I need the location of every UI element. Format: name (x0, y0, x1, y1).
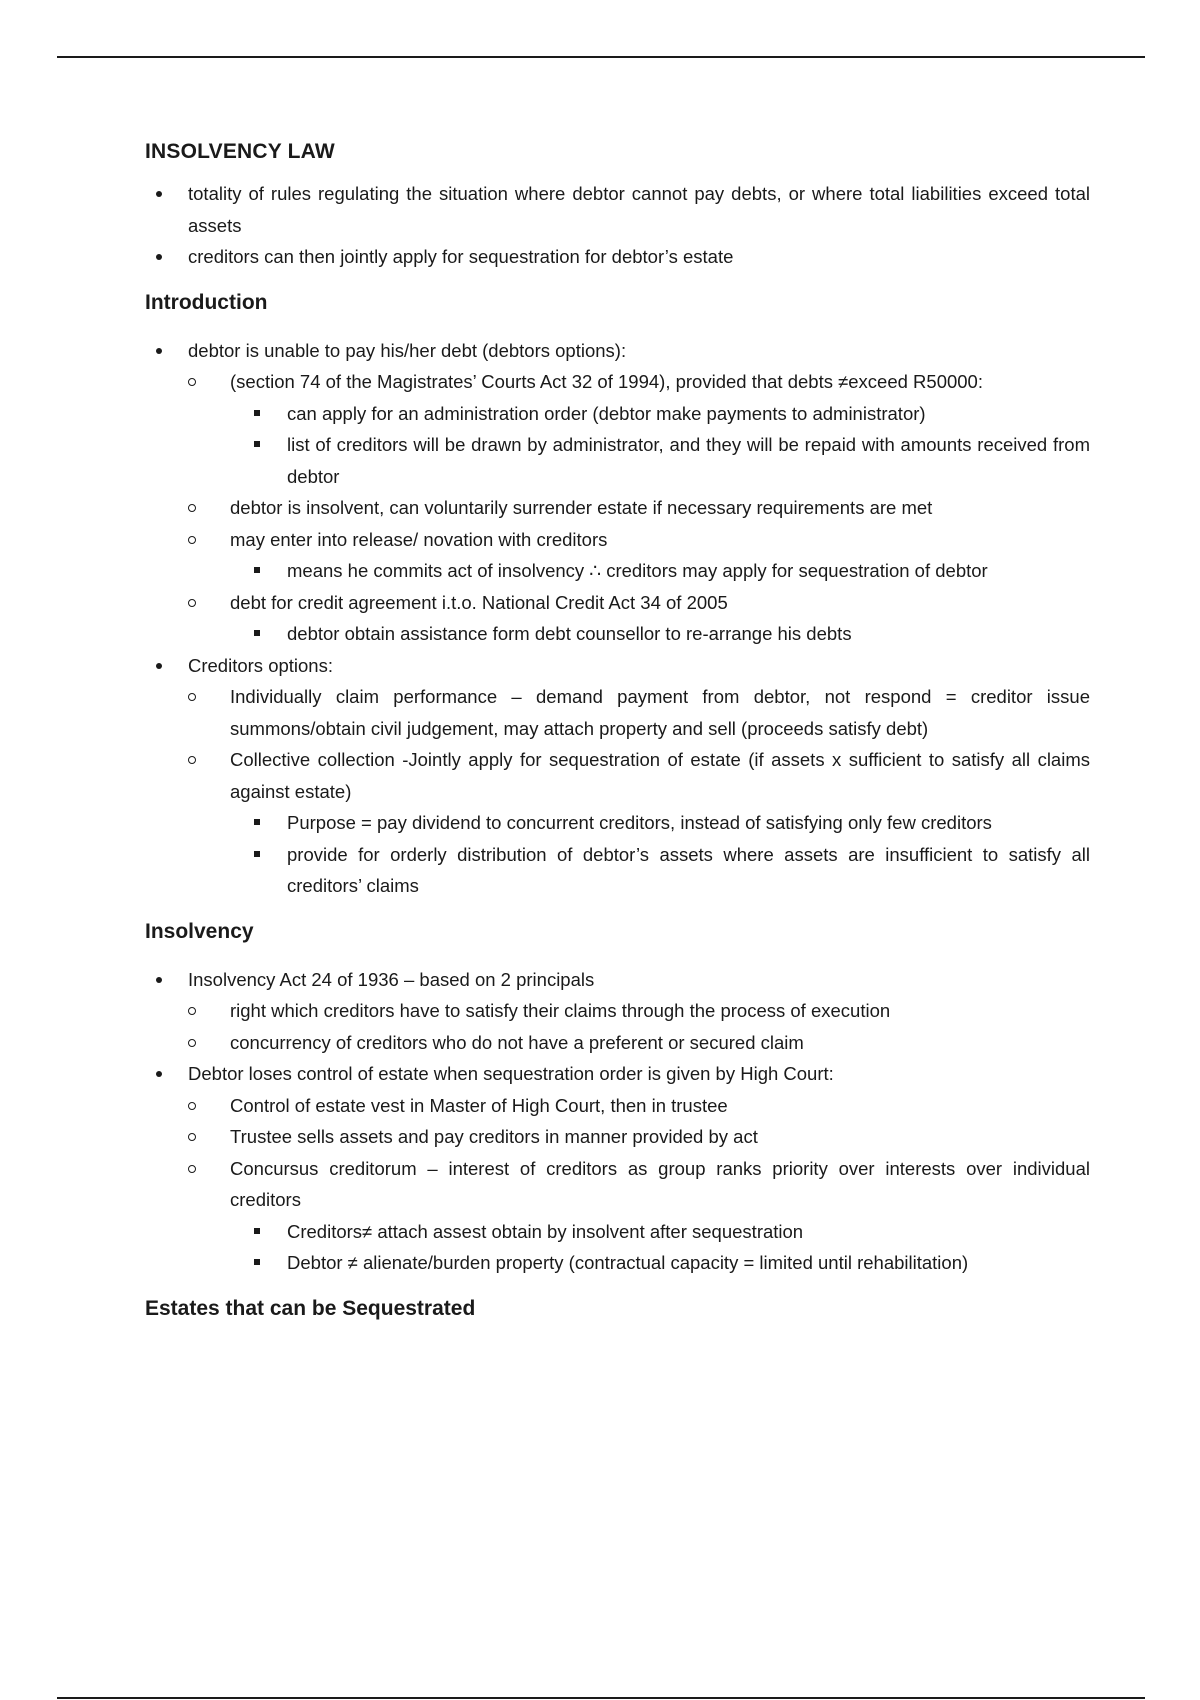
list-item-text: may enter into release/ novation with creditors (230, 528, 608, 550)
list-item-text: debtor is unable to pay his/her debt (debtors options): (188, 339, 627, 361)
creditors-options-list (188, 681, 1090, 902)
top-rule (57, 56, 1145, 58)
list-item (188, 744, 1090, 902)
insolvency-list (145, 964, 1090, 1279)
list-item-text: Debtor loses control of estate when sequestration order is given by High Court: (188, 1063, 834, 1084)
insolvency-heading: Insolvency (145, 919, 254, 943)
list-item: right which creditors have to satisfy their claims through the process of execution (188, 995, 1090, 1027)
sub-list (230, 1216, 1090, 1279)
list-item-text: (section 74 of the Magistrates’ Courts Act 32 of 1994), provided that debts ≠exceed R50000: (230, 371, 983, 392)
list-item: Control of estate vest in Master of High Court, then in trustee (188, 1090, 1090, 1122)
list-item: debtor obtain assistance form debt counsellor to re-arrange his debts (230, 618, 1090, 650)
bottom-rule (57, 1697, 1145, 1699)
sub-list (230, 807, 1090, 902)
list-item: Trustee sells assets and pay creditors in manner provided by act (188, 1121, 1090, 1153)
list-item (145, 964, 1090, 1059)
list-item: debtor is insolvent, can voluntarily surrender estate if necessary requirements are met (188, 492, 1090, 524)
list-item: creditors can then jointly apply for sequestration for debtor’s estate (145, 241, 1090, 273)
list-item-text: Concursus creditorum – interest of creditors as group ranks priority over interests over individual creditors (230, 1157, 1090, 1210)
list-item: concurrency of creditors who do not have a preferent or secured claim (188, 1027, 1090, 1059)
list-item: Individually claim performance – demand payment from debtor, not respond = creditor issue summons/obtain civil judgement, may attach property and sell (proceeds satisfy debt) (188, 681, 1090, 744)
list-item-text: Insolvency Act 24 of 1936 – based on 2 principals (188, 968, 595, 990)
list-item (145, 335, 1090, 650)
list-item (188, 1153, 1090, 1279)
list-item: means he commits act of insolvency ∴ creditors may apply for sequestration of debtor (230, 555, 1090, 587)
sub-list (230, 555, 1090, 587)
list-item: Debtor ≠ alienate/burden property (contractual capacity = limited until rehabilitation) (230, 1247, 1090, 1279)
sub-list (230, 618, 1090, 650)
list-item: can apply for an administration order (debtor make payments to administrator) (230, 398, 1090, 430)
estates-heading: Estates that can be Sequestrated (145, 1296, 476, 1320)
list-item (145, 650, 1090, 902)
document-title: INSOLVENCY LAW (145, 140, 335, 163)
introduction-heading: Introduction (145, 290, 268, 314)
list-item: provide for orderly distribution of debtor’s assets where assets are insufficient to satisfy all creditors’ claims (230, 839, 1090, 902)
list-item: totality of rules regulating the situation where debtor cannot pay debts, or where total liabilities exceed total assets (145, 178, 1090, 241)
document-body (145, 140, 1090, 1321)
list-item: list of creditors will be drawn by administrator, and they will be repaid with amounts received from debtor (230, 429, 1090, 492)
list-item: Creditors≠ attach assest obtain by insolvent after sequestration (230, 1216, 1090, 1248)
introduction-list (145, 335, 1090, 902)
list-item (188, 524, 1090, 587)
list-item: Purpose = pay dividend to concurrent creditors, instead of satisfying only few creditors (230, 807, 1090, 839)
list-item (188, 587, 1090, 650)
control-list (188, 1090, 1090, 1279)
list-item (145, 1058, 1090, 1279)
list-item-text: Collective collection -Jointly apply for sequestration of estate (if assets x sufficient to satisfy all claims against estate) (230, 749, 1090, 802)
principals-list (188, 995, 1090, 1058)
intro-list (145, 178, 1090, 273)
sub-list (230, 398, 1090, 493)
list-item-text: debt for credit agreement i.t.o. National Credit Act 34 of 2005 (230, 591, 728, 613)
debtor-options-list (188, 366, 1090, 650)
list-item-text: Creditors options: (188, 654, 333, 676)
list-item (188, 366, 1090, 492)
